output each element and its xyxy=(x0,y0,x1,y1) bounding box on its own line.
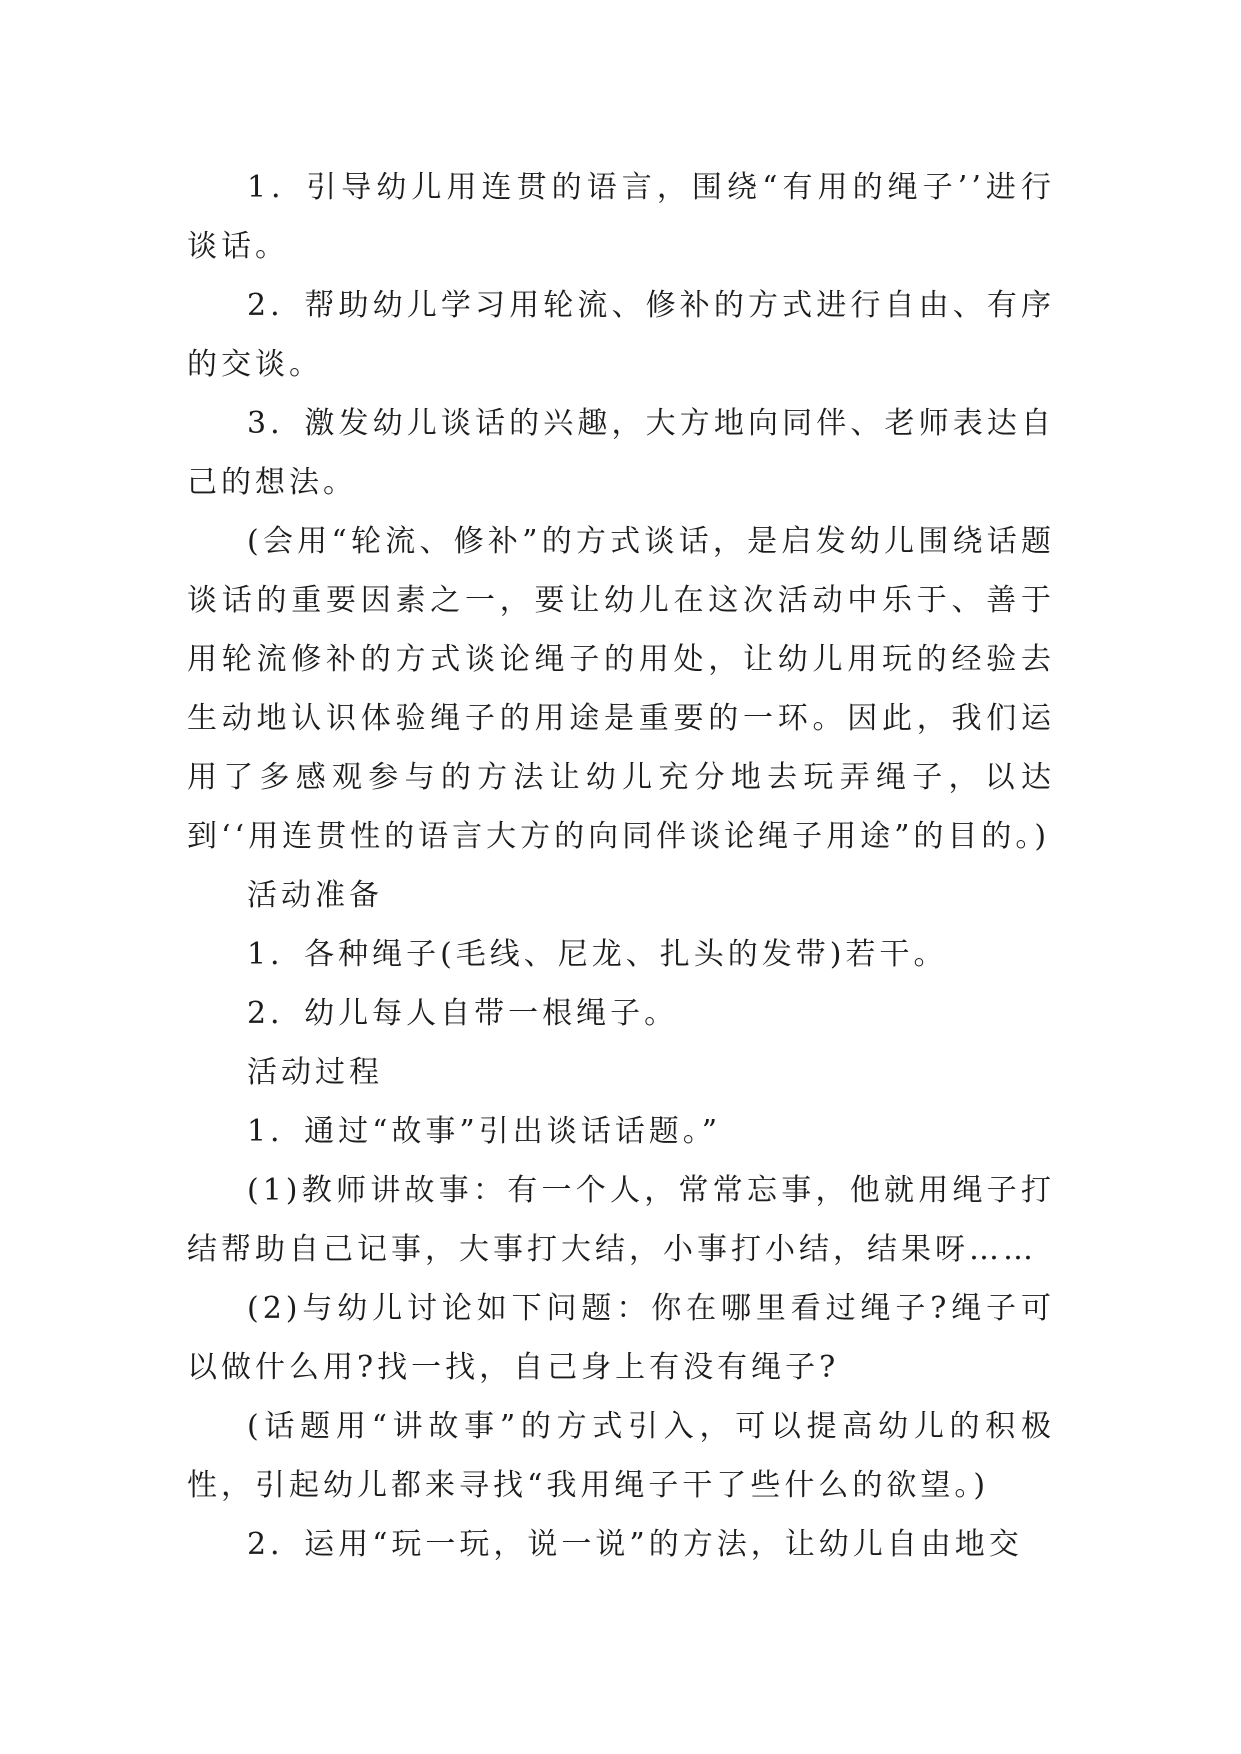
process-note-paragraph: (话题用“讲故事”的方式引入，可以提高幼儿的积极性，引起幼儿都来寻找“我用绳子干了些什么的欲望。) xyxy=(187,1409,1055,1503)
goal-2-paragraph: 2．帮助幼儿学习用轮流、修补的方式进行自由、有序的交谈。 xyxy=(187,288,1055,382)
process-1-paragraph: 1．通过“故事”引出谈话话题。” xyxy=(247,1114,722,1149)
process-heading: 活动过程 xyxy=(247,1055,383,1090)
process-2-paragraph: 2．运用“玩一玩，说一说”的方法，让幼儿自由地交 xyxy=(247,1527,1023,1562)
preparation-1-paragraph: 1．各种绳子(毛线、尼龙、扎头的发带)若干。 xyxy=(247,937,948,972)
preparation-2-paragraph: 2．幼儿每人自带一根绳子。 xyxy=(247,996,679,1031)
goal-3-paragraph: 3．激发幼儿谈话的兴趣，大方地向同伴、老师表达自己的想法。 xyxy=(187,406,1055,500)
goal-1-paragraph: 1．引导幼儿用连贯的语言，围绕“有用的绳子’’进行谈话。 xyxy=(187,170,1055,264)
goal-note-paragraph: (会用“轮流、修补”的方式谈话，是启发幼儿围绕话题谈话的重要因素之一，要让幼儿在这次活动中乐于、善于用轮流修补的方式谈论绳子的用处，让幼儿用玩的经验去生动地认识体验绳子的用途是重要的一环。因此，我们运用了多感观参与的方法让幼儿充分地去玩弄绳子，以达到‘‘用连贯性的语言大方的向同伴谈论绳子用途”的目的。) xyxy=(187,524,1055,854)
preparation-heading: 活动准备 xyxy=(247,878,383,913)
process-1-2-paragraph: (2)与幼儿讨论如下问题：你在哪里看过绳子?绳子可以做什么用?找一找，自己身上有没有绳子? xyxy=(187,1291,1055,1385)
process-1-1-paragraph: (1)教师讲故事：有一个人，常常忘事，他就用绳子打结帮助自己记事，大事打大结，小事打小结，结果呀…… xyxy=(187,1173,1055,1267)
document-body xyxy=(187,158,1055,1574)
